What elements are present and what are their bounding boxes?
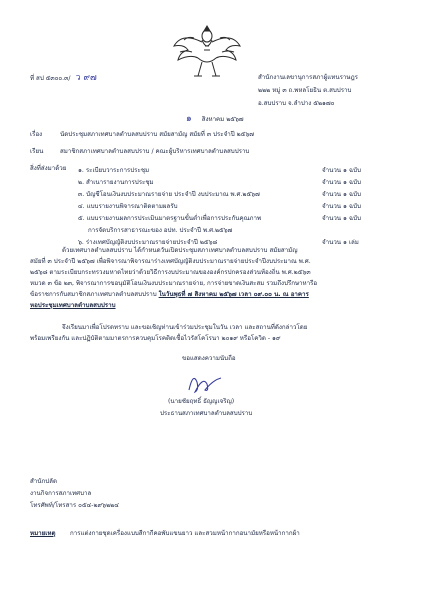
- body-line: ด้วยเทศบาลตำบลสบปราบ ได้กำหนดวันเปิดประชุมสภาเทศบาลตำบลสบปราบ สมัยสามัญ: [62, 247, 298, 254]
- meeting-datetime: ในวันพุธที่ ๗ สิงหาคม ๒๕๖๗ เวลา ๐๙.๐๐ น. ณ อาคาร: [158, 291, 309, 298]
- meeting-venue: หอประชุมเทศบาลตำบลสบปราบ: [30, 302, 116, 309]
- attachment-row: [0, 213, 424, 223]
- attachment-row: [0, 201, 424, 211]
- date-day-handwritten: ๑: [186, 114, 192, 124]
- attachment-quantity: จำนวน ๑ ฉบับ: [322, 191, 361, 198]
- signature: [185, 370, 225, 396]
- attachment-name: การจัดบริการสาธารณะของ อปท. ประจำปี พ.ศ.๒๕๖๗: [88, 227, 233, 234]
- attachment-row: [0, 189, 424, 199]
- attachment-name: ๒. สำเนารายงานการประชุม: [78, 179, 154, 186]
- note-label: หมายเหตุ: [30, 530, 56, 537]
- office-name: สำนักงานเลขานุการสภาผู้แทนราษฎร: [258, 74, 358, 81]
- body-line-with-meeting: [30, 289, 309, 300]
- attachment-quantity: จำนวน ๑ ฉบับ: [322, 203, 361, 210]
- signer-title: ประธานสภาเทศบาลตำบลสบปราบ: [160, 410, 253, 417]
- attachment-name: ๔. แบบรายงานพิจารณาติดตามผลรับ: [78, 203, 178, 210]
- to-label: เรียน: [30, 148, 44, 155]
- document-number: [30, 74, 97, 83]
- office-address-line2: อ.สบปราบ จ.ลำปาง ๕๒๑๗๐: [258, 100, 335, 107]
- doc-number-printed: ที่ สป ๕๓๐๐.๓/: [30, 75, 71, 82]
- body-line: สมัยที่ ๓ ประจำปี ๒๕๖๗ เพื่อพิจารณาพิจารณาร่างเทศบัญญัติงบประมาณรายจ่ายประจำปีงบประมาณ พ.ศ.: [30, 258, 311, 265]
- attachment-name: ๓. บัญชีโอนเงินงบประมาณรายจ่าย ประจำปี งบประมาณ พ.ศ.๒๕๖๗: [78, 191, 260, 198]
- attachment-row: [0, 165, 424, 175]
- subject-label: เรื่อง: [30, 131, 43, 138]
- footer-department: สำนักปลัด: [30, 478, 57, 485]
- signer-name: (นายชัยฤทธิ์ ธัญญเจริญ): [168, 398, 235, 405]
- office-address-line1: ๒๒๒ หมู่ ๓ ถ.พหลโยธิน ต.สบปราบ: [258, 87, 352, 94]
- document-date: [186, 115, 244, 124]
- attachment-row: [0, 225, 424, 235]
- attachment-quantity: จำนวน ๑ ฉบับ: [322, 215, 361, 222]
- body-line: ๒๕๖๘ ตามระเบียบกระทรวงมหาดไทยว่าด้วยวิธีการงบประมาณขององค์กรปกครองส่วนท้องถิ่น พ.ศ.๒๕๖๓: [30, 269, 311, 276]
- attachment-name: ๑. ระเบียบวาระการประชุม: [78, 167, 150, 174]
- closing-paragraph-line: จึงเรียนมาเพื่อโปรดทราบ และขอเชิญท่านเข้าร่วมประชุมในวัน เวลา และสถานที่ดังกล่าวโดย: [62, 324, 308, 331]
- attachments-label: สิ่งที่ส่งมาด้วย: [30, 165, 67, 172]
- doc-number-handwritten: ว ๙๗: [75, 73, 97, 83]
- date-month-year: สิงหาคม ๒๕๖๗: [201, 116, 244, 123]
- regards: ขอแสดงความนับถือ: [182, 355, 236, 362]
- footer-unit: งานกิจการสภาเทศบาล: [30, 490, 92, 497]
- to-text: สมาชิกสภาเทศบาลตำบลสบปราบ / คณะผู้บริหารเทศบาลตำบลสบปราบ: [60, 148, 250, 155]
- body-line-text: ข้อราชการกับสมาชิกสภาเทศบาลตำบลสบปราบ: [30, 291, 157, 298]
- subject-text: นัดประชุมสภาเทศบาลตำบลสบปราบ สมัยสามัญ สมัยที่ ๓ ประจำปี ๒๕๖๗: [60, 131, 254, 138]
- closing-paragraph-line: พร้อมเพรียงกัน และปฏิบัติตามมาตรการควบคุมโรคติดเชื้อไวรัสโคโรนา ๒๐๑๙ หรือโควิด - ๑๙: [30, 335, 281, 342]
- note-text: การแต่งกายชุดเครื่องแบบสีกากีคอพับแขนยาว และสวมหน้ากากอนามัยหรือหน้ากากผ้า: [70, 530, 300, 537]
- attachment-quantity: จำนวน ๑ ฉบับ: [322, 179, 361, 186]
- garuda-emblem-icon: [172, 22, 242, 82]
- body-line: หมวด ๓ ข้อ ๒๓, พิจารณาการขอนุมัติโอนเงินงบประมาณรายจ่าย, การจ่ายขาดเงินสะสม รวมถึงปรึกษาหารือ: [30, 280, 318, 287]
- footer-phone: โทรศัพท์/โทรสาร ๐๕๔-๒๙๖๒๒๔: [30, 502, 119, 509]
- attachment-row: [0, 177, 424, 187]
- attachment-quantity: จำนวน ๑ ฉบับ: [322, 167, 361, 174]
- attachment-quantity: จำนวน ๑ เล่ม: [322, 239, 359, 246]
- attachment-name: ๖. ร่างเทศบัญญัติงบประมาณรายจ่ายประจำปี ๒๕๖๘: [78, 239, 218, 246]
- attachment-name: ๕. แบบรายงานผลการประเมินมาตรฐานขั้นต่ำเพื่อการประกันคุณภาพ: [78, 215, 262, 222]
